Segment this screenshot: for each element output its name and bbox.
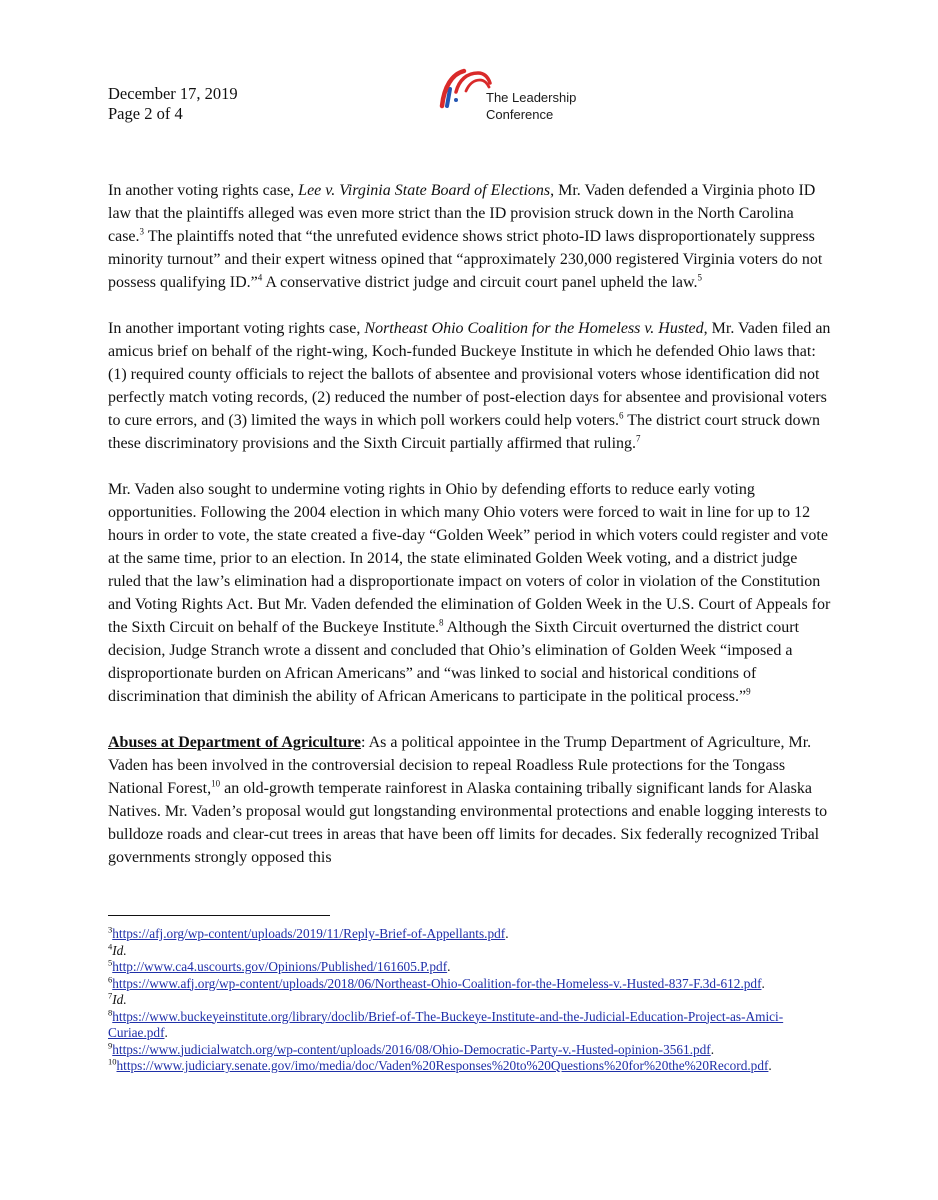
- footnote-ref[interactable]: 7: [636, 433, 641, 444]
- footnote-link[interactable]: https://www.afj.org/wp-content/uploads/2018/06/Northeast-Ohio-Coalition-for-the-Homeless-v.-Husted-837-F.3d-612.pdf: [112, 975, 762, 991]
- logo-line-1: The Leadership: [486, 90, 577, 105]
- case-name: Lee v. Virginia State Board of Elections: [298, 182, 551, 199]
- paragraph-lee-v-virginia: In another voting rights case, Lee v. Virginia State Board of Elections, Mr. Vaden defended a Virginia photo ID law that the plaintiffs alleged was even more strict than the ID provision struck down in the North Carolina case.$^3$ The plaintiffs noted that “the unrefuted evidence shows strict photo-ID laws disproportionately suppress minority turnout” and their expert witness opined that “approximately 230,000 registered Virginia voters do not possess qualifying ID.”$^4$ A conservative district judge and circuit court panel upheld the law.$^5$: [108, 182, 823, 291]
- footnote-10: $^{10}$https://www.judiciary.senate.gov/imo/media/doc/Vaden%20Responses%20to%20Questions%20for%20the%20Record.pdf.: [108, 1056, 772, 1073]
- footnotes: [108, 926, 832, 1075]
- paragraph-agriculture: Abuses at Department of Agriculture: As a political appointee in the Trump Department of Agriculture, Mr. Vaden has been involved in the controversial decision to repeal Roadless Rule protections for the Tongass National Forest,$^{10}$ an old-growth temperate rainforest in Alaska containing tribally significant lands for Alaska Natives. Mr. Vaden’s proposal would gut longstanding environmental protections and enable logging interests to bulldoze roads and clear-cut trees in areas that have been off limits for decades. Six federally recognized Tribal governments strongly opposed this: [108, 734, 828, 866]
- footnote-link[interactable]: http://www.ca4.uscourts.gov/Opinions/Published/161605.P.pdf: [112, 959, 448, 974]
- footnote-divider: [108, 915, 330, 916]
- footnote-link[interactable]: https://www.judiciary.senate.gov/imo/media/doc/Vaden%20Responses%20to%20Questions%20for%20the%20Record.pdf: [116, 1058, 769, 1073]
- footnote-ref[interactable]: 8: [439, 617, 444, 628]
- footnote-ref[interactable]: 6: [618, 410, 624, 421]
- footnote-ref[interactable]: 3: [139, 226, 145, 237]
- footnote-ref[interactable]: 5: [697, 272, 703, 283]
- footnote-link[interactable]: https://afj.org/wp-content/uploads/2019/11/Reply-Brief-of-Appellants.pdf: [112, 926, 506, 941]
- footnote-9: $^9$https://www.judicialwatch.org/wp-content/uploads/2016/08/Ohio-Democratic-Party-v.-Husted-opinion-3561.pdf.: [108, 1040, 715, 1057]
- letter-header: [108, 84, 238, 124]
- footnote-8: $^8$https://www.buckeyeinstitute.org/library/doclib/Brief-of-The-Buckeye-Institute-and-the-Judicial-Education-Project-as-Amici-Curiae.pdf.: [108, 1007, 784, 1040]
- footnote-4: $^4$Id.: [108, 941, 127, 958]
- footnote-3: $^3$https://afj.org/wp-content/uploads/2019/11/Reply-Brief-of-Appellants.pdf.: [108, 924, 509, 941]
- case-name: Northeast Ohio Coalition for the Homeless v. Husted: [364, 320, 704, 337]
- leadership-conference-logo: [434, 62, 634, 132]
- letter-date: December 17, 2019: [108, 84, 238, 103]
- footnote-ref[interactable]: 9: [746, 686, 751, 697]
- footnote-ref[interactable]: 10: [211, 778, 221, 789]
- logo-arcs-icon: [434, 62, 494, 112]
- paragraph-golden-week: Mr. Vaden also sought to undermine voting rights in Ohio by defending efforts to reduce early voting opportunities. Following the 2004 election in which many Ohio voters were forced to wait in line for up to 12 hours in order to vote, the state created a five-day “Golden Week” period in which voters could register and vote at the same time, prior to an election. In 2014, the state eliminated Golden Week voting, and a district judge ruled that the law’s elimination had a disproportionate impact on voters of color in violation of the Constitution and Voting Rights Act. But Mr. Vaden defended the elimination of Golden Week in the U.S. Court of Appeals for the Sixth Circuit on behalf of the Buckeye Institute.$^8$ Although the Sixth Circuit overturned the district court decision, Judge Stranch wrote a dissent and concluded that Ohio’s elimination of Golden Week “imposed a disproportionate burden on African Americans” and “was linked to social and historical conditions of discrimination that diminish the ability of African Americans to participate in the political process.”$^9$: [108, 481, 831, 705]
- paragraph-northeast-ohio: In another important voting rights case, Northeast Ohio Coalition for the Homeless v. Husted, Mr. Vaden filed an amicus brief on behalf of the right-wing, Koch-funded Buckeye Institute in which he defended Ohio laws that: (1) required county officials to reject the ballots of absentee and provisional voters whose identification did not perfectly match voting records, (2) reduced the number of post-election days for absentee and provisional voters to cure errors, and (3) limited the ways in which poll workers could help voters.$^6$ The district court struck down these discriminatory provisions and the Sixth Circuit partially affirmed that ruling.$^7$: [108, 320, 831, 452]
- footnote-5: $^5$http://www.ca4.uscourts.gov/Opinions/Published/161605.P.pdf.: [108, 957, 451, 974]
- section-title: Abuses at Department of Agriculture: [108, 734, 362, 751]
- footnote-ref[interactable]: 4: [257, 272, 263, 283]
- letter-body: [108, 179, 832, 869]
- footnote-6: $^6$https://www.afj.org/wp-content/uploads/2018/06/Northeast-Ohio-Coalition-for-the-Homeless-v.-Husted-837-F.3d-612.pdf.: [108, 974, 765, 991]
- logo-wordmark: [486, 89, 576, 123]
- footnote-link[interactable]: https://www.judicialwatch.org/wp-content/uploads/2016/08/Ohio-Democratic-Party-v.-Husted-opinion-3561.pdf: [112, 1041, 711, 1057]
- page-number: Page 2 of 4: [108, 104, 183, 123]
- logo-line-2: Conference: [486, 107, 554, 122]
- footnote-link[interactable]: https://www.buckeyeinstitute.org/library/doclib/Brief-of-The-Buckeye-Institute-and-the-Judicial-Education-Project-as-Amici-Curiae.pdf: [108, 1008, 784, 1040]
- footnote-7: $^7$Id.: [108, 990, 127, 1007]
